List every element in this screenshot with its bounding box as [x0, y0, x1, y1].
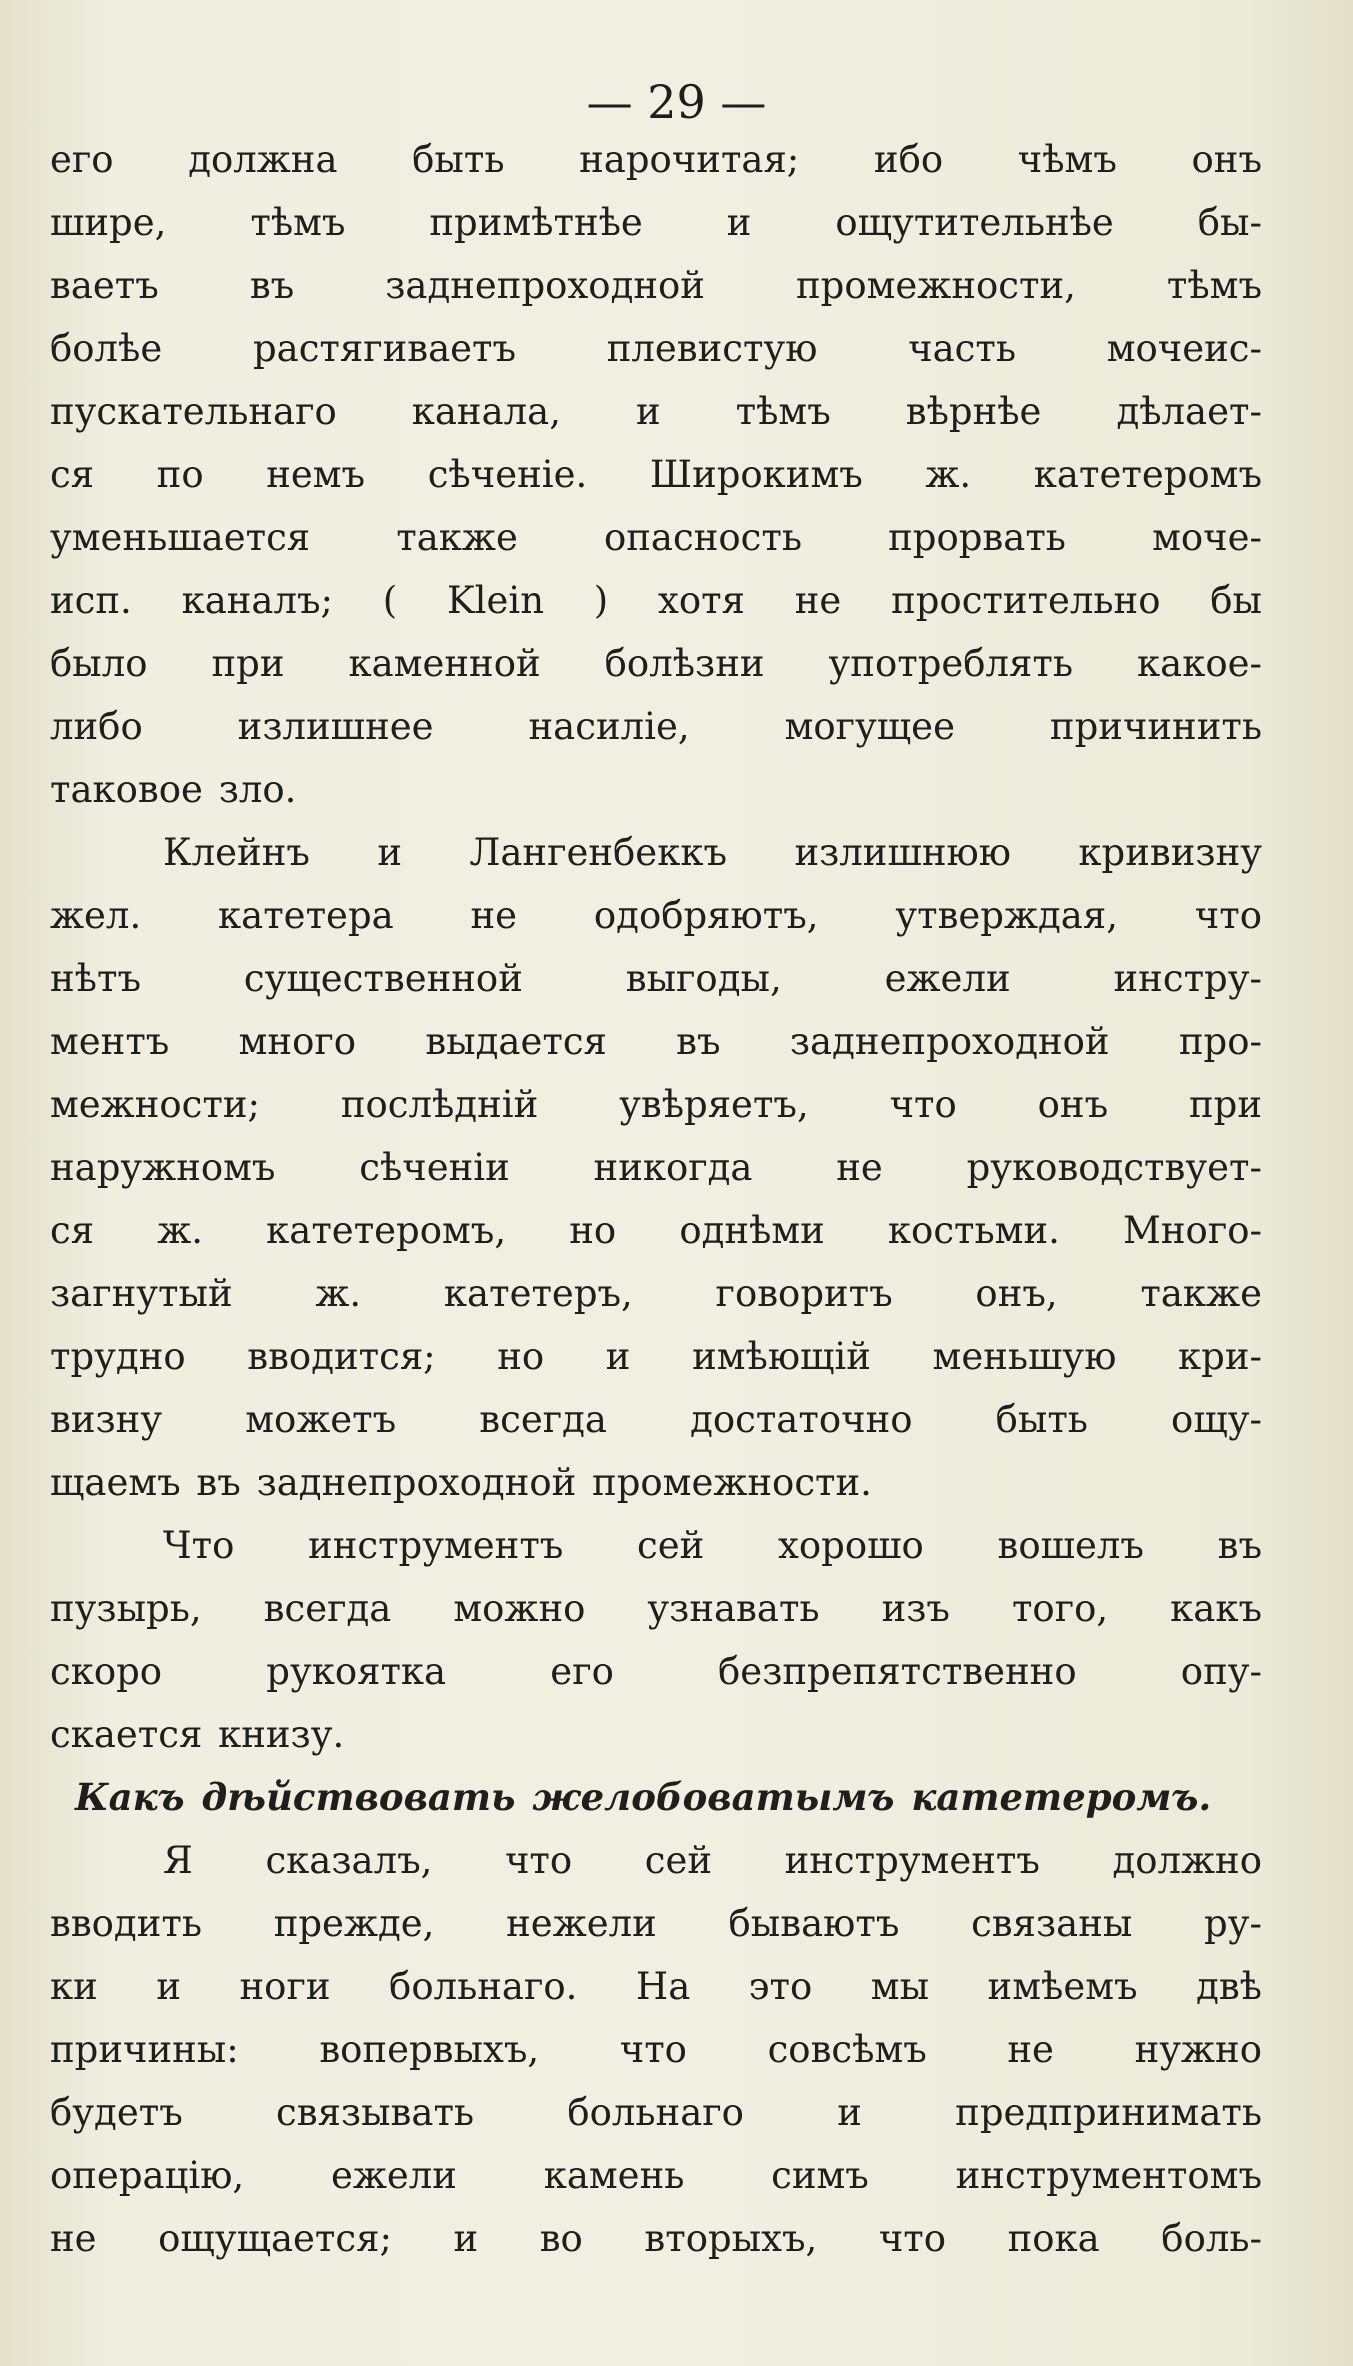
text-line: не ощущается; и во вторыхъ, что пока боль-: [50, 2217, 1262, 2260]
text-line: пускательнаго канала, и тѣмъ вѣрнѣе дѣлает-: [50, 390, 1262, 433]
text-line: болѣе растягиваетъ плевистую часть мочеис-: [50, 327, 1262, 370]
text-line: жел. катетера не одобряютъ, утверждая, что: [50, 894, 1262, 937]
text-line: Я сказалъ, что сей инструментъ должно: [163, 1839, 1262, 1882]
text-line: загнутый ж. катетеръ, говоритъ онъ, также: [50, 1272, 1262, 1315]
text-line: уменьшается также опасность прорвать моче-: [50, 516, 1262, 559]
page-text: [50, 128, 1262, 2270]
text-line: Что инструментъ сей хорошо вошелъ въ: [163, 1524, 1262, 1567]
text-line: межности; послѣдній увѣряетъ, что онъ при: [50, 1083, 1262, 1126]
text-line: причины: вопервыхъ, что совсѣмъ не нужно: [50, 2028, 1262, 2071]
text-line: трудно вводится; но и имѣющій меньшую кри-: [50, 1335, 1262, 1378]
text-line: щаемъ въ заднепроходной промежности.: [50, 1461, 872, 1504]
page-number: — 29 —: [586, 75, 767, 129]
text-line: операцію, ежели камень симъ инструментомъ: [50, 2154, 1262, 2197]
text-line: визну можетъ всегда достаточно быть ощу-: [50, 1398, 1262, 1441]
text-line: ваетъ въ заднепроходной промежности, тѣмъ: [50, 264, 1262, 307]
text-line: либо излишнее насиліе, могущее причинить: [50, 705, 1262, 748]
text-line: ментъ много выдается въ заднепроходной про-: [50, 1020, 1262, 1063]
text-line: таковое зло.: [50, 768, 297, 811]
text-line: его должна быть нарочитая; ибо чѣмъ онъ: [50, 138, 1262, 181]
text-line: Клейнъ и Лангенбеккъ излишнюю кривизну: [163, 831, 1262, 874]
text-line: ся по немъ сѣченіе. Широкимъ ж. катетеромъ: [50, 453, 1262, 496]
text-line: ся ж. катетеромъ, но однѣми костьми. Много-: [50, 1209, 1262, 1252]
text-line: пузырь, всегда можно узнавать изъ того, какъ: [50, 1587, 1262, 1630]
section-heading: Какъ дѣйствовать желобоватымъ катетеромъ.: [75, 1775, 1212, 1819]
text-line: нѣтъ существенной выгоды, ежели инстру-: [50, 957, 1262, 1000]
text-line: вводить прежде, нежели бываютъ связаны ру-: [50, 1902, 1262, 1945]
text-line: шире, тѣмъ примѣтнѣе и ощутительнѣе бы-: [50, 201, 1262, 244]
text-line: было при каменной болѣзни употреблять какое-: [50, 642, 1262, 685]
text-line: скоро рукоятка его безпрепятственно опу-: [50, 1650, 1262, 1693]
text-line: будетъ связывать больнаго и предпринимать: [50, 2091, 1262, 2134]
text-line: наружномъ сѣченіи никогда не руководствует-: [50, 1146, 1262, 1189]
text-line: исп. каналъ; ( Klein ) хотя не простительно бы: [50, 579, 1262, 622]
text-line: скается книзу.: [50, 1713, 345, 1756]
text-line: ки и ноги больнаго. На это мы имѣемъ двѣ: [50, 1965, 1262, 2008]
